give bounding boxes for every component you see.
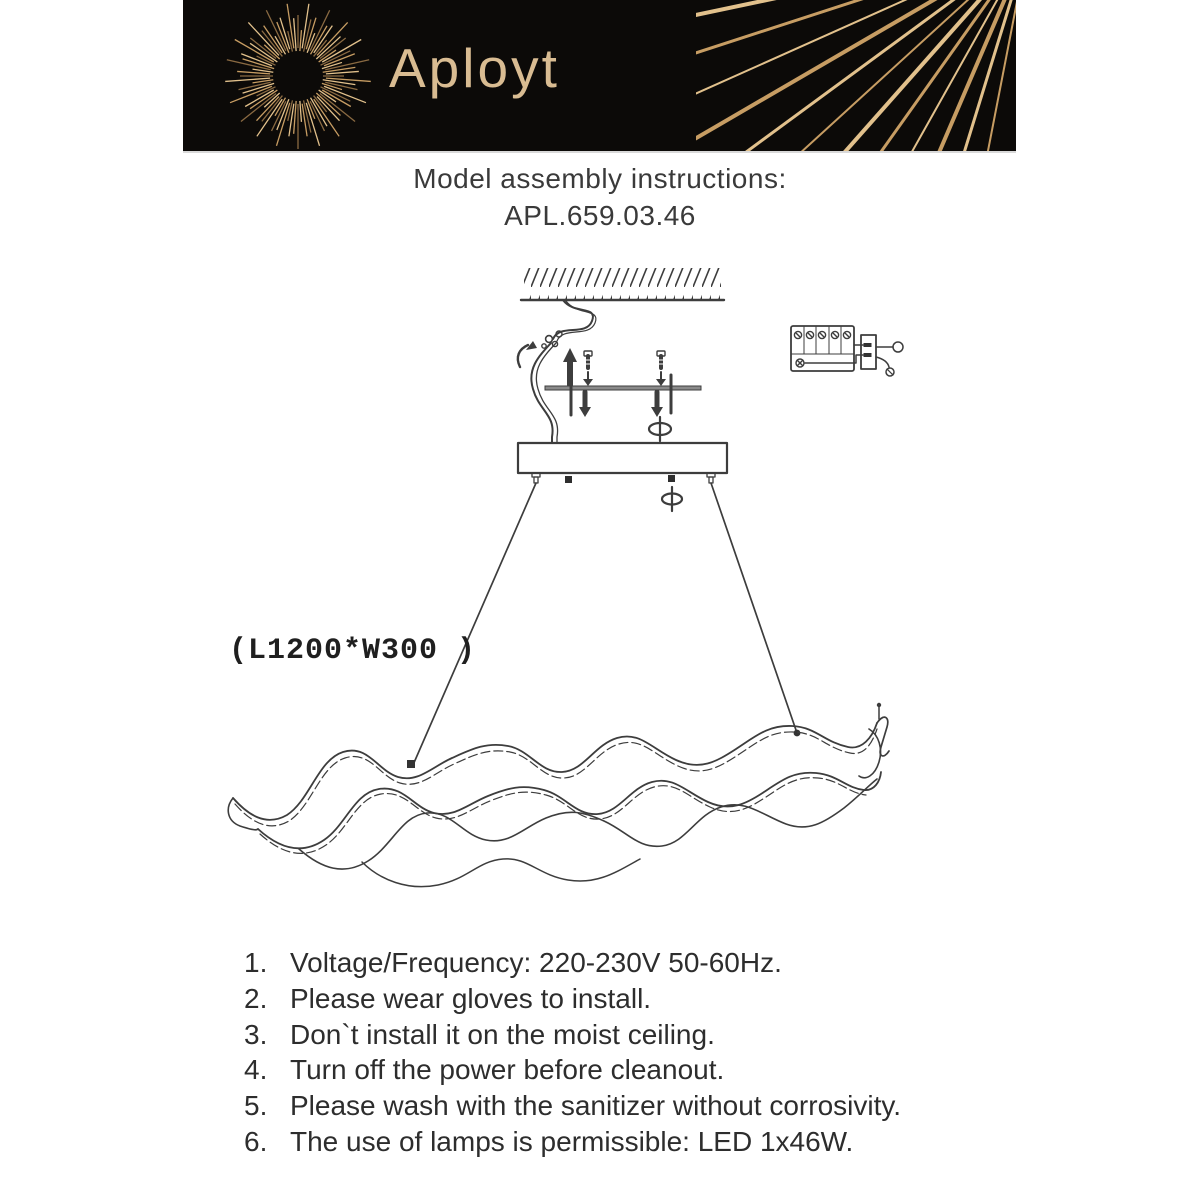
corner-rays-icon	[696, 0, 1016, 151]
instruction-item	[244, 1019, 1164, 1055]
instruction-number: 4.	[244, 1054, 268, 1086]
suspension-wire-left	[407, 483, 536, 768]
phi-screw-icon	[662, 487, 682, 511]
instruction-item	[244, 1054, 1164, 1090]
ceiling	[521, 268, 724, 300]
instruction-item	[244, 983, 1164, 1019]
instruction-number: 3.	[244, 1018, 268, 1050]
ribbon-end-clip	[859, 703, 889, 778]
instruction-item	[244, 1126, 1164, 1162]
suspension-wire-right	[711, 483, 800, 736]
bolt-icon	[583, 351, 593, 386]
brand-wordmark: Aployt	[389, 37, 560, 99]
instruction-text: Please wear gloves to install.	[290, 982, 652, 1014]
instruction-text: Don`t install it on the moist ceiling.	[290, 1018, 715, 1050]
instruction-number: 2.	[244, 982, 268, 1014]
instruction-text: Please wash with the sanitizer without corrosivity.	[290, 1090, 902, 1122]
page-title: Model assembly instructions:	[413, 163, 787, 194]
sunburst-logo-icon	[183, 0, 423, 151]
instruction-item	[244, 1090, 1164, 1126]
phi-screw-icon	[649, 417, 671, 441]
instructions-list	[244, 947, 1164, 1162]
dimension-label: (L1200*W300 )	[229, 634, 477, 668]
model-number: APL.659.03.46	[504, 200, 696, 231]
chandelier-wave-ribbon	[228, 703, 889, 887]
canopy	[518, 443, 727, 483]
bolt-icon	[656, 351, 666, 386]
title-block	[0, 160, 1200, 234]
assembly-diagram	[0, 255, 1200, 920]
power-cable-icon	[518, 300, 596, 443]
brand-banner	[183, 0, 1016, 153]
instruction-text: Turn off the power before cleanout.	[290, 1054, 725, 1086]
instruction-number: 5.	[244, 1090, 268, 1122]
instruction-item	[244, 947, 1164, 983]
instruction-number: 6.	[244, 1125, 268, 1157]
instruction-text: The use of lamps is permissible: LED 1x46W.	[290, 1125, 854, 1157]
instruction-number: 1.	[244, 947, 268, 978]
terminal-block-diagram	[791, 326, 903, 376]
instruction-text: Voltage/Frequency: 220-230V 50-60Hz.	[290, 947, 782, 978]
